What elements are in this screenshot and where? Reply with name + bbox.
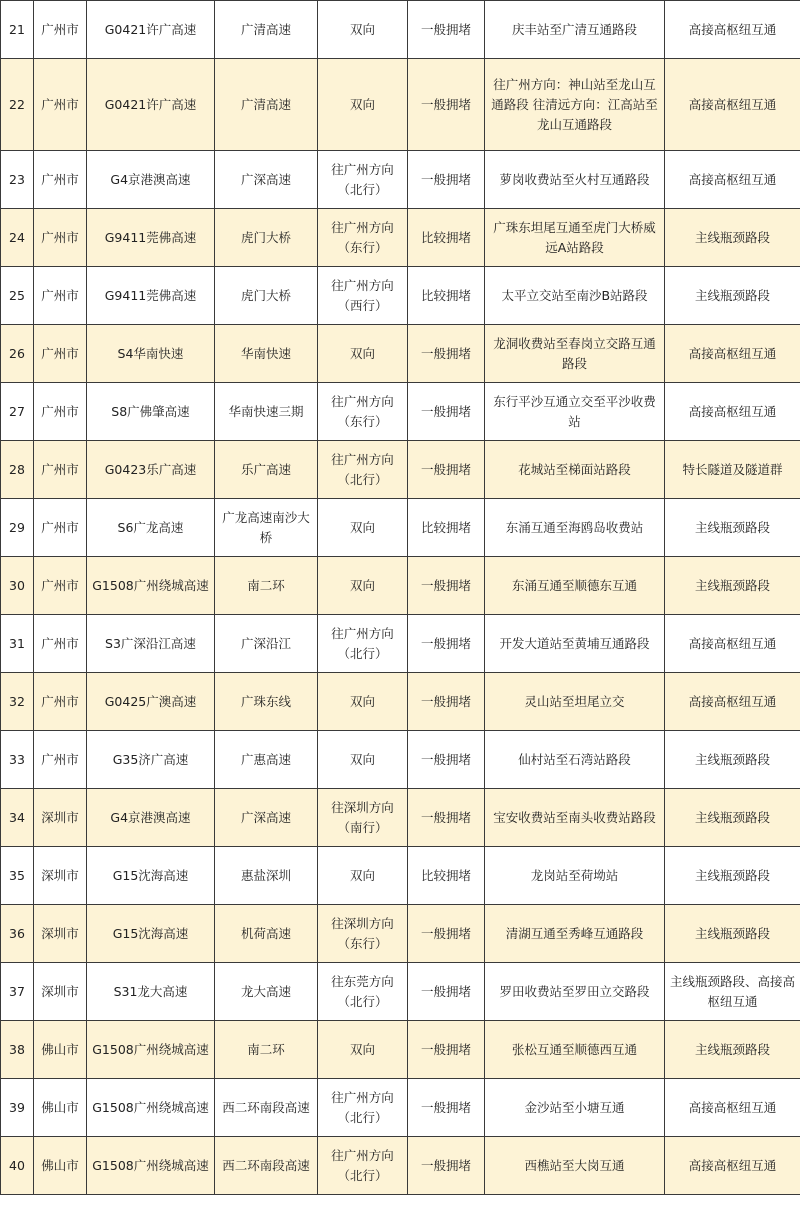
segment-cell: 罗田收费站至罗田立交路段 — [485, 963, 665, 1021]
highway-cell: G4京港澳高速 — [87, 151, 215, 209]
city-cell: 佛山市 — [34, 1079, 87, 1137]
highway-cell: S3广深沿江高速 — [87, 615, 215, 673]
direction-cell: 双向 — [318, 731, 408, 789]
segment-cell: 清湖互通至秀峰互通路段 — [485, 905, 665, 963]
congestion-level-cell: 一般拥堵 — [408, 789, 485, 847]
congestion-level-cell: 一般拥堵 — [408, 1137, 485, 1195]
direction-cell: 往深圳方向（东行） — [318, 905, 408, 963]
road-section-cell: 广深沿江 — [215, 615, 318, 673]
direction-cell: 往广州方向（西行） — [318, 267, 408, 325]
segment-cell: 往广州方向：神山站至龙山互通路段 往清远方向：江高站至龙山互通路段 — [485, 59, 665, 151]
direction-cell: 双向 — [318, 499, 408, 557]
congestion-level-cell: 一般拥堵 — [408, 673, 485, 731]
congestion-level-cell: 一般拥堵 — [408, 151, 485, 209]
row-number-cell: 35 — [1, 847, 34, 905]
congestion-level-cell: 一般拥堵 — [408, 557, 485, 615]
road-section-cell: 机荷高速 — [215, 905, 318, 963]
row-number-cell: 31 — [1, 615, 34, 673]
segment-cell: 东行平沙互通立交至平沙收费站 — [485, 383, 665, 441]
city-cell: 深圳市 — [34, 789, 87, 847]
highway-cell: S6广龙高速 — [87, 499, 215, 557]
congestion-reason-cell: 高接高枢纽互通 — [665, 1, 800, 59]
city-cell: 广州市 — [34, 325, 87, 383]
segment-cell: 东涌互通至海鸥岛收费站 — [485, 499, 665, 557]
direction-cell: 往广州方向（东行） — [318, 383, 408, 441]
road-section-cell: 惠盐深圳 — [215, 847, 318, 905]
congestion-reason-cell: 高接高枢纽互通 — [665, 151, 800, 209]
direction-cell: 往深圳方向（南行） — [318, 789, 408, 847]
road-section-cell: 虎门大桥 — [215, 209, 318, 267]
city-cell: 广州市 — [34, 59, 87, 151]
highway-cell: G35济广高速 — [87, 731, 215, 789]
congestion-reason-cell: 高接高枢纽互通 — [665, 1137, 800, 1195]
congestion-reason-cell: 主线瓶颈路段 — [665, 847, 800, 905]
road-section-cell: 乐广高速 — [215, 441, 318, 499]
segment-cell: 西樵站至大岗互通 — [485, 1137, 665, 1195]
table-row — [1, 59, 800, 151]
road-section-cell: 广惠高速 — [215, 731, 318, 789]
congestion-level-cell: 一般拥堵 — [408, 441, 485, 499]
congestion-reason-cell: 高接高枢纽互通 — [665, 383, 800, 441]
highway-cell: G9411莞佛高速 — [87, 267, 215, 325]
row-number-cell: 25 — [1, 267, 34, 325]
segment-cell: 开发大道站至黄埔互通路段 — [485, 615, 665, 673]
row-number-cell: 29 — [1, 499, 34, 557]
table-row — [1, 441, 800, 499]
congestion-level-cell: 比较拥堵 — [408, 499, 485, 557]
congestion-reason-cell: 主线瓶颈路段、高接高枢纽互通 — [665, 963, 800, 1021]
city-cell: 广州市 — [34, 267, 87, 325]
table-row — [1, 1, 800, 59]
city-cell: 佛山市 — [34, 1137, 87, 1195]
table-row — [1, 267, 800, 325]
congestion-level-cell: 一般拥堵 — [408, 59, 485, 151]
row-number-cell: 28 — [1, 441, 34, 499]
segment-cell: 东涌互通至顺德东互通 — [485, 557, 665, 615]
highway-cell: S31龙大高速 — [87, 963, 215, 1021]
table-row — [1, 847, 800, 905]
congestion-reason-cell: 主线瓶颈路段 — [665, 499, 800, 557]
direction-cell: 往广州方向（北行） — [318, 1079, 408, 1137]
segment-cell: 太平立交站至南沙B站路段 — [485, 267, 665, 325]
table-row — [1, 151, 800, 209]
direction-cell: 双向 — [318, 557, 408, 615]
direction-cell: 往广州方向（北行） — [318, 1137, 408, 1195]
highway-cell: S4华南快速 — [87, 325, 215, 383]
segment-cell: 宝安收费站至南头收费站路段 — [485, 789, 665, 847]
direction-cell: 往广州方向（北行） — [318, 151, 408, 209]
road-section-cell: 虎门大桥 — [215, 267, 318, 325]
road-section-cell: 广珠东线 — [215, 673, 318, 731]
segment-cell: 张松互通至顺德西互通 — [485, 1021, 665, 1079]
congestion-level-cell: 一般拥堵 — [408, 615, 485, 673]
congestion-reason-cell: 特长隧道及隧道群 — [665, 441, 800, 499]
segment-cell: 庆丰站至广清互通路段 — [485, 1, 665, 59]
road-section-cell: 华南快速 — [215, 325, 318, 383]
city-cell: 广州市 — [34, 1, 87, 59]
road-section-cell: 广深高速 — [215, 151, 318, 209]
segment-cell: 广珠东坦尾互通至虎门大桥威远A站路段 — [485, 209, 665, 267]
city-cell: 广州市 — [34, 673, 87, 731]
direction-cell: 往广州方向（东行） — [318, 209, 408, 267]
city-cell: 广州市 — [34, 731, 87, 789]
direction-cell: 往东莞方向（北行） — [318, 963, 408, 1021]
direction-cell: 往广州方向（北行） — [318, 615, 408, 673]
city-cell: 广州市 — [34, 557, 87, 615]
city-cell: 广州市 — [34, 383, 87, 441]
highway-cell: G1508广州绕城高速 — [87, 1137, 215, 1195]
highway-cell: G0425广澳高速 — [87, 673, 215, 731]
city-cell: 佛山市 — [34, 1021, 87, 1079]
table-row — [1, 615, 800, 673]
congestion-level-cell: 一般拥堵 — [408, 731, 485, 789]
table-row — [1, 673, 800, 731]
table-row — [1, 557, 800, 615]
highway-cell: G0421许广高速 — [87, 1, 215, 59]
table-row — [1, 905, 800, 963]
table-row — [1, 383, 800, 441]
segment-cell: 金沙站至小塘互通 — [485, 1079, 665, 1137]
congestion-level-cell: 比较拥堵 — [408, 209, 485, 267]
segment-cell: 花城站至梯面站路段 — [485, 441, 665, 499]
table-row — [1, 731, 800, 789]
table-row — [1, 1137, 800, 1195]
direction-cell: 双向 — [318, 59, 408, 151]
congestion-level-cell: 比较拥堵 — [408, 847, 485, 905]
congestion-level-cell: 一般拥堵 — [408, 963, 485, 1021]
congestion-reason-cell: 高接高枢纽互通 — [665, 325, 800, 383]
road-section-cell: 华南快速三期 — [215, 383, 318, 441]
city-cell: 广州市 — [34, 209, 87, 267]
highway-cell: S8广佛肇高速 — [87, 383, 215, 441]
city-cell: 深圳市 — [34, 963, 87, 1021]
congestion-level-cell: 一般拥堵 — [408, 325, 485, 383]
table-row — [1, 209, 800, 267]
table-row — [1, 963, 800, 1021]
city-cell: 广州市 — [34, 151, 87, 209]
road-section-cell: 西二环南段高速 — [215, 1137, 318, 1195]
congestion-reason-cell: 主线瓶颈路段 — [665, 557, 800, 615]
direction-cell: 双向 — [318, 1021, 408, 1079]
table-row — [1, 499, 800, 557]
city-cell: 深圳市 — [34, 905, 87, 963]
city-cell: 广州市 — [34, 441, 87, 499]
segment-cell: 龙洞收费站至春岗立交路互通路段 — [485, 325, 665, 383]
road-section-cell: 广深高速 — [215, 789, 318, 847]
congestion-level-cell: 一般拥堵 — [408, 1021, 485, 1079]
row-number-cell: 33 — [1, 731, 34, 789]
table-row — [1, 1079, 800, 1137]
highway-cell: G1508广州绕城高速 — [87, 1021, 215, 1079]
highway-cell: G0421许广高速 — [87, 59, 215, 151]
direction-cell: 双向 — [318, 847, 408, 905]
city-cell: 深圳市 — [34, 847, 87, 905]
row-number-cell: 24 — [1, 209, 34, 267]
highway-cell: G0423乐广高速 — [87, 441, 215, 499]
highway-cell: G1508广州绕城高速 — [87, 557, 215, 615]
direction-cell: 往广州方向（北行） — [318, 441, 408, 499]
road-section-cell: 南二环 — [215, 1021, 318, 1079]
segment-cell: 龙岗站至荷坳站 — [485, 847, 665, 905]
row-number-cell: 39 — [1, 1079, 34, 1137]
congestion-reason-cell: 主线瓶颈路段 — [665, 209, 800, 267]
direction-cell: 双向 — [318, 1, 408, 59]
road-section-cell: 南二环 — [215, 557, 318, 615]
table-row — [1, 1021, 800, 1079]
congestion-level-cell: 一般拥堵 — [408, 383, 485, 441]
road-section-cell: 西二环南段高速 — [215, 1079, 318, 1137]
row-number-cell: 26 — [1, 325, 34, 383]
table-body — [1, 1, 800, 1195]
congestion-level-cell: 一般拥堵 — [408, 1, 485, 59]
road-section-cell: 广龙高速南沙大桥 — [215, 499, 318, 557]
direction-cell: 双向 — [318, 673, 408, 731]
row-number-cell: 27 — [1, 383, 34, 441]
road-section-cell: 龙大高速 — [215, 963, 318, 1021]
row-number-cell: 23 — [1, 151, 34, 209]
congestion-reason-cell: 主线瓶颈路段 — [665, 789, 800, 847]
highway-cell: G15沈海高速 — [87, 905, 215, 963]
road-section-cell: 广清高速 — [215, 59, 318, 151]
congestion-reason-cell: 高接高枢纽互通 — [665, 615, 800, 673]
highway-cell: G9411莞佛高速 — [87, 209, 215, 267]
table-row — [1, 325, 800, 383]
row-number-cell: 38 — [1, 1021, 34, 1079]
congestion-reason-cell: 高接高枢纽互通 — [665, 59, 800, 151]
segment-cell: 灵山站至坦尾立交 — [485, 673, 665, 731]
direction-cell: 双向 — [318, 325, 408, 383]
congestion-reason-cell: 高接高枢纽互通 — [665, 673, 800, 731]
row-number-cell: 30 — [1, 557, 34, 615]
segment-cell: 萝岗收费站至火村互通路段 — [485, 151, 665, 209]
row-number-cell: 32 — [1, 673, 34, 731]
congestion-level-cell: 比较拥堵 — [408, 267, 485, 325]
row-number-cell: 22 — [1, 59, 34, 151]
congestion-reason-cell: 主线瓶颈路段 — [665, 1021, 800, 1079]
row-number-cell: 37 — [1, 963, 34, 1021]
highway-cell: G4京港澳高速 — [87, 789, 215, 847]
congestion-reason-cell: 主线瓶颈路段 — [665, 905, 800, 963]
row-number-cell: 34 — [1, 789, 34, 847]
congestion-level-cell: 一般拥堵 — [408, 1079, 485, 1137]
highway-cell: G15沈海高速 — [87, 847, 215, 905]
row-number-cell: 36 — [1, 905, 34, 963]
city-cell: 广州市 — [34, 499, 87, 557]
congestion-reason-cell: 高接高枢纽互通 — [665, 1079, 800, 1137]
congestion-reason-cell: 主线瓶颈路段 — [665, 731, 800, 789]
congestion-level-cell: 一般拥堵 — [408, 905, 485, 963]
congestion-reason-cell: 主线瓶颈路段 — [665, 267, 800, 325]
table-row — [1, 789, 800, 847]
highway-cell: G1508广州绕城高速 — [87, 1079, 215, 1137]
row-number-cell: 21 — [1, 1, 34, 59]
row-number-cell: 40 — [1, 1137, 34, 1195]
segment-cell: 仙村站至石湾站路段 — [485, 731, 665, 789]
road-section-cell: 广清高速 — [215, 1, 318, 59]
city-cell: 广州市 — [34, 615, 87, 673]
